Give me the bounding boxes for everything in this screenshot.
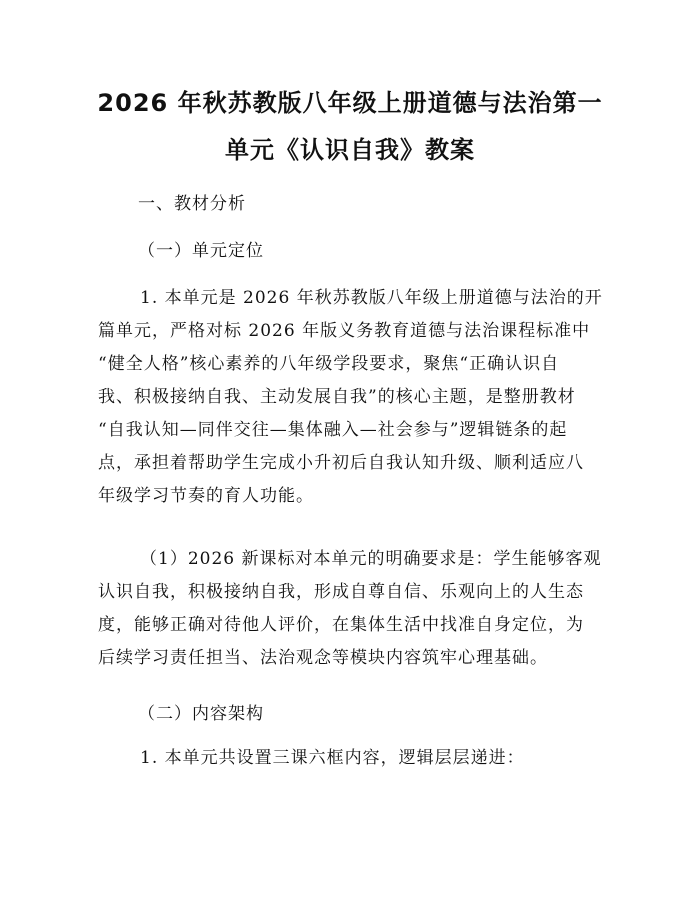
paragraph-line: “健全人格”核心素养的八年级学段要求，聚焦“正确认识自 [98, 354, 560, 374]
paragraph-line: 1. 本单元共设置三课六框内容，逻辑层层递进： [140, 748, 525, 768]
paragraph-line: 年级学习节奏的育人功能。 [98, 486, 314, 506]
document-title-line-1: 2026 年秋苏教版八年级上册道德与法治第一 [97, 89, 603, 117]
paragraph-line: 认识自我，积极接纳自我，形成自尊自信、乐观向上的人生态 [98, 582, 584, 602]
paragraph-line: 度，能够正确对待他人评价，在集体生活中找准自身定位，为 [98, 615, 584, 635]
subsection-heading-content-structure: （二）内容架构 [138, 704, 264, 724]
paragraph-unit-positioning [98, 282, 608, 513]
subsection-heading-unit-positioning: （一）单元定位 [138, 241, 264, 261]
paragraph-line: 1. 本单元是 2026 年秋苏教版八年级上册道德与法治的开 [140, 288, 603, 308]
paragraph-line: 我、积极接纳自我、主动发展自我”的核心主题，是整册教材 [98, 387, 576, 407]
paragraph-line: “自我认知—同伴交往—集体融入—社会参与”逻辑链条的起 [98, 420, 568, 440]
paragraph-content-structure [98, 742, 608, 775]
paragraph-line: 后续学习责任担当、法治观念等模块内容筑牢心理基础。 [98, 648, 548, 668]
paragraph-line: 点，承担着帮助学生完成小升初后自我认知升级、顺利适应八 [98, 453, 584, 473]
document-title-line-2: 单元《认识自我》教案 [225, 136, 475, 164]
paragraph-line: 篇单元，严格对标 2026 年版义务教育道德与法治课程标准中 [98, 321, 591, 341]
section-heading: 一、教材分析 [138, 194, 246, 214]
paragraph-curriculum-requirements [98, 543, 608, 675]
paragraph-line: （1）2026 新课标对本单元的明确要求是：学生能够客观 [140, 549, 602, 569]
